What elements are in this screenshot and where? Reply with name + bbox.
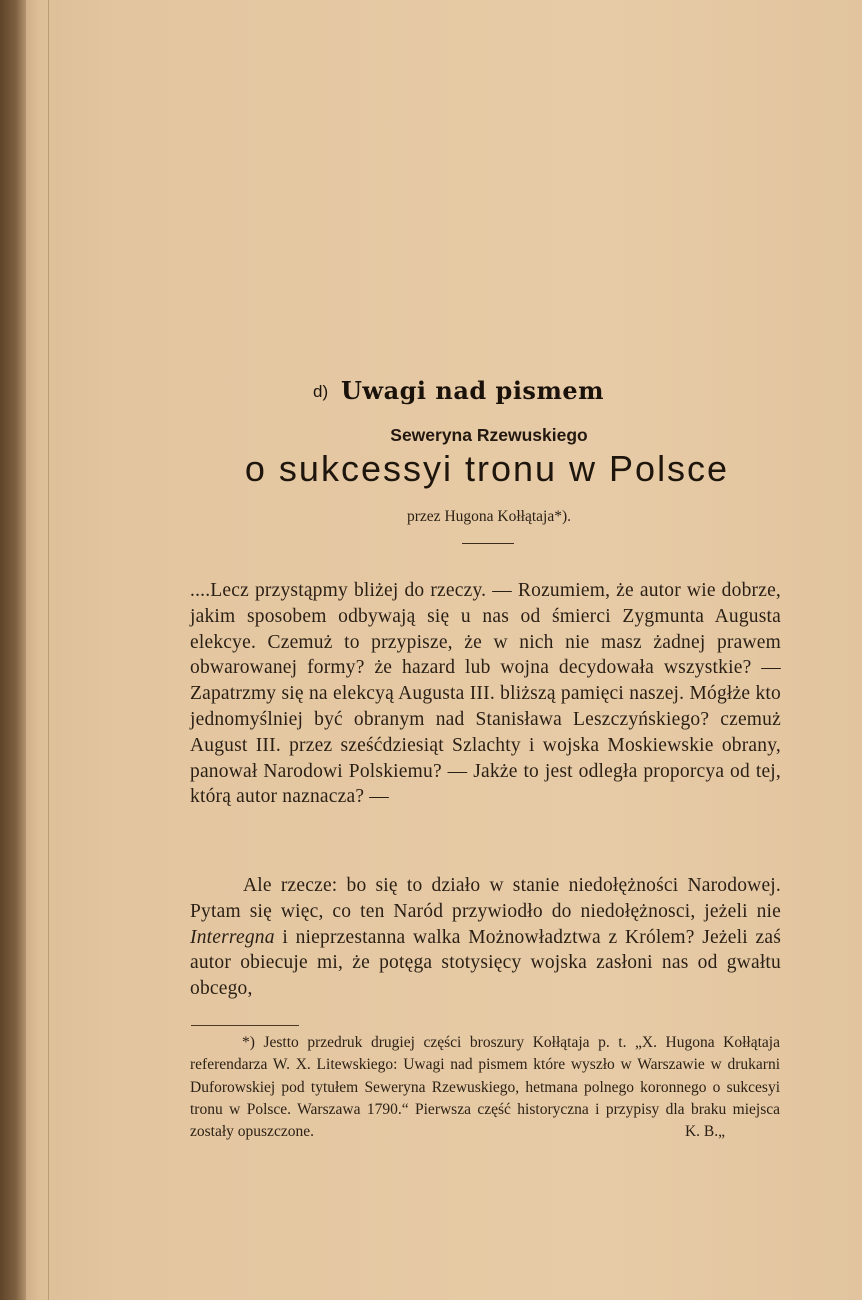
body-paragraph-2 — [190, 873, 781, 1002]
heading-divider — [462, 543, 514, 544]
paragraph-2-italic: Interregna — [190, 926, 275, 948]
chapter-title: Uwagi nad pismem — [341, 376, 604, 405]
body-paragraph-1: ....Lecz przystąpmy bliżej do rzeczy. — Rozumiem, że autor wie dobrze, jakim sposobem odbywają się u nas od śmierci Zygmunta Augusta elekcye. Czemuż to przypisze, że w nich nie masz żadnej prawem obwarowanej formy? że hazard lub wojna decydowała wszystkie? — Zapatrzmy się na elekcyą Augusta III. bliższą pamięci naszej. Mógłże kto jednomyślniej być obranym nad Stanisława Leszczyńskiego? czemuż August III. przez sześćdziesiąt Szlachty i wojska Moskiewskie obrany, panował Narodowi Polskiemu? — Jakże to jest odległa proporcya od tej, którą autor naznacza? — — [190, 580, 781, 808]
paragraph-2-text-a: Ale rzecze: bo się to działo w stanie niedołężności Narodowej. Pytam się więc, co ten Naród przywiodło do niedołężnosci, jeżeli nie — [190, 875, 781, 922]
section-mark: d) — [313, 382, 329, 401]
chapter-byline: przez Hugona Kołłątaja*). — [407, 508, 571, 525]
footnote-signature: K. B.„ — [684, 1123, 725, 1141]
paragraph-2-text-b: i nieprzestanna walka Możnowładztwa z Królem? Jeżeli zaś autor obiecuje mi, że potęga stotysięcy wojska zasłoni nas od gwałtu obcego, — [190, 926, 781, 1000]
footnote — [190, 1032, 780, 1143]
footnote-divider — [191, 1025, 299, 1026]
chapter-main-title: o sukcessyi tronu w Polsce — [244, 448, 730, 489]
page-edge-line — [48, 0, 49, 1300]
book-spine-edge — [0, 0, 26, 1300]
chapter-subtitle: Seweryna Rzewuskiego — [390, 425, 588, 445]
footnote-text: *) Jestto przedruk drugiej części broszury Kołłątaja p. t. „X. Hugona Kołłątaja referendarza W. X. Litewskiego: Uwagi nad pismem które wyszło w Warszawie w drukarni Duforowskiej pod tytułem Seweryna Rzewuskiego, hetmana polnego koronnego o sukcesyi tronu w Polsce. Warszawa 1790.“ Pierwsza część historyczna i przypisy dla braku miejsca zostały opuszczone. — [190, 1034, 780, 1141]
